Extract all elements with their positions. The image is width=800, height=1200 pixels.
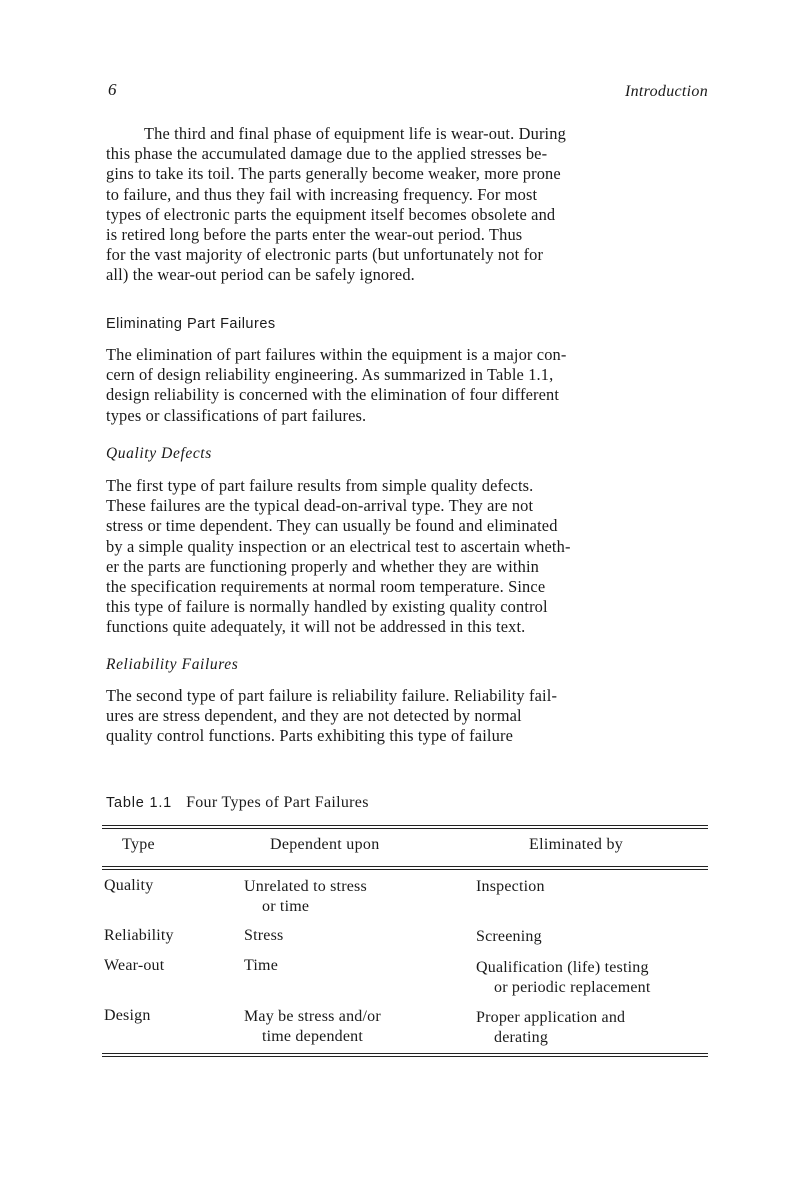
table-bottom-rule	[102, 1053, 708, 1057]
column-header-dependent-upon: Dependent upon	[270, 836, 380, 853]
cell-line: Unrelated to stress	[244, 878, 367, 895]
cell-line: Stress	[244, 927, 284, 944]
text-line: These failures are the typical dead-on-arrival type. They are not	[106, 496, 534, 516]
table-cell-eliminated	[476, 958, 651, 998]
table-cell-eliminated	[476, 1008, 625, 1048]
column-header-type: Type	[122, 836, 155, 853]
cell-line: or time	[262, 898, 310, 915]
cell-line: Screening	[476, 928, 542, 945]
text-line: this phase the accumulated damage due to the applied stresses be-	[106, 144, 548, 164]
text-line: for the vast majority of electronic parts (but unfortunately not for	[106, 245, 544, 265]
text-line: stress or time dependent. They can usually be found and eliminated	[106, 516, 558, 536]
cell-line: time dependent	[262, 1028, 363, 1045]
text-line: all) the wear-out period can be safely ignored.	[106, 265, 415, 285]
text-line: The first type of part failure results from simple quality defects.	[106, 476, 534, 495]
text-line: functions quite adequately, it will not be addressed in this text.	[106, 617, 526, 637]
text-line: The elimination of part failures within the equipment is a major con-	[106, 345, 567, 364]
table-cell-type: Design	[104, 1007, 151, 1024]
table-title: Four Types of Part Failures	[186, 794, 369, 811]
paragraph-quality-defects	[106, 476, 726, 638]
text-line: by a simple quality inspection or an electrical test to ascertain wheth-	[106, 536, 571, 556]
page-number: 6	[108, 80, 117, 99]
table-cell-type: Wear-out	[104, 957, 165, 974]
section-heading: Eliminating Part Failures	[106, 316, 276, 332]
subheading-quality-defects: Quality Defects	[106, 445, 212, 462]
text-line: design reliability is concerned with the elimination of four different	[106, 385, 560, 405]
text-line: er the parts are functioning properly and whether they are within	[106, 556, 540, 576]
paragraph-reliability-failures	[106, 686, 726, 747]
cell-line: May be stress and/or	[244, 1008, 381, 1025]
text-line: The third and final phase of equipment life is wear-out. During	[144, 124, 566, 143]
cell-line: derating	[494, 1029, 549, 1046]
table-cell-dependent	[244, 926, 283, 946]
cell-line: Proper application and	[476, 1009, 626, 1026]
text-line: types or classifications of part failures.	[106, 405, 367, 425]
text-line: The second type of part failure is reliability failure. Reliability fail-	[106, 686, 558, 705]
text-line: gins to take its toil. The parts generally become weaker, more prone	[106, 164, 561, 184]
table-cell-type: Reliability	[104, 927, 174, 944]
paragraph-wear-out	[106, 124, 726, 286]
text-line: is retired long before the parts enter the wear-out period. Thus	[106, 225, 523, 245]
running-header-title: Introduction	[625, 83, 708, 100]
cell-line: or periodic replacement	[494, 979, 651, 996]
table-cell-eliminated	[476, 927, 542, 947]
cell-line: Time	[244, 957, 279, 974]
table-cell-eliminated	[476, 877, 545, 897]
cell-line: Qualification (life) testing	[476, 959, 649, 976]
text-line: types of electronic parts the equipment itself becomes obsolete and	[106, 204, 556, 224]
paragraph-elimination	[106, 345, 726, 426]
table-caption	[106, 794, 369, 812]
table-top-rule	[102, 825, 708, 829]
table-cell-dependent	[244, 877, 367, 917]
table-header-rule	[102, 866, 708, 870]
text-line: ures are stress dependent, and they are not detected by normal	[106, 706, 522, 726]
text-line: this type of failure is normally handled by existing quality control	[106, 597, 548, 617]
text-line: the specification requirements at normal room temperature. Since	[106, 577, 546, 597]
text-line: cern of design reliability engineering. As summarized in Table 1.1,	[106, 365, 554, 385]
cell-line: Inspection	[476, 878, 545, 895]
subheading-reliability-failures: Reliability Failures	[106, 656, 239, 673]
text-line: quality control functions. Parts exhibiting this type of failure	[106, 726, 514, 746]
table-cell-dependent	[244, 956, 278, 976]
table-label: Table 1.1	[106, 795, 173, 811]
table-cell-dependent	[244, 1007, 381, 1047]
table-cell-type: Quality	[104, 877, 154, 894]
text-line: to failure, and thus they fail with increasing frequency. For most	[106, 184, 538, 204]
column-header-eliminated-by: Eliminated by	[529, 836, 624, 853]
